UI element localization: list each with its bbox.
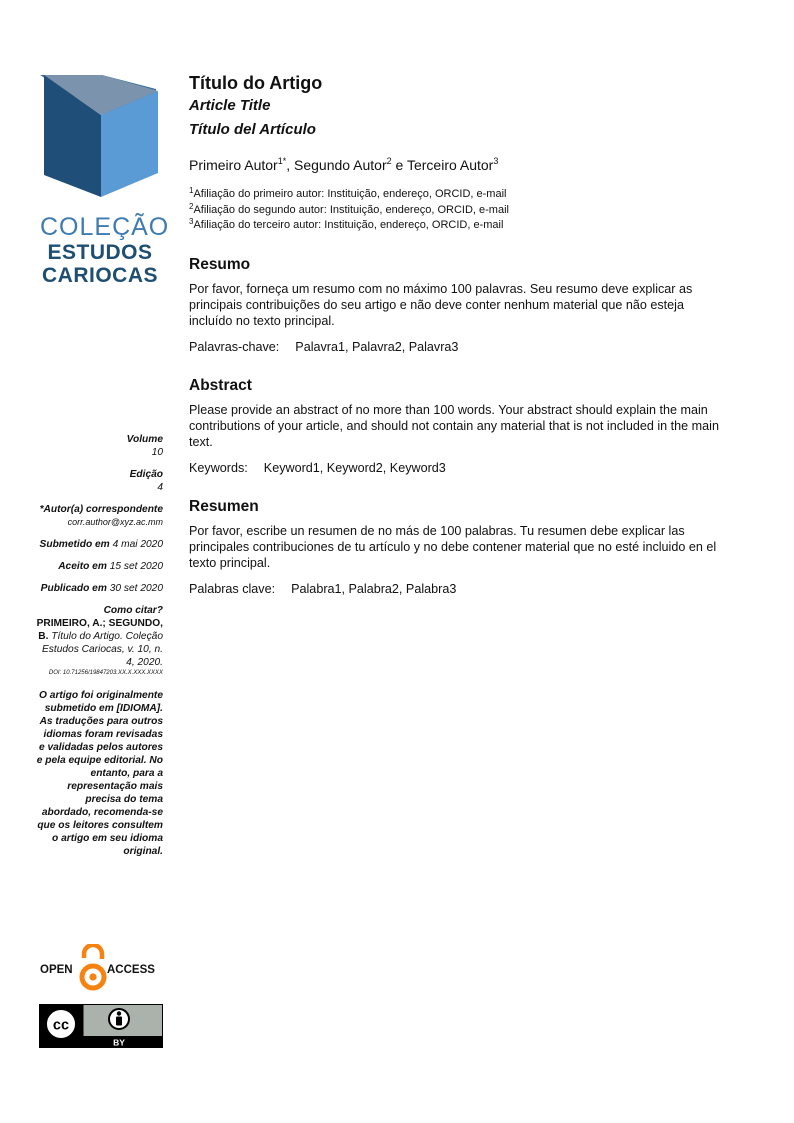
cc-by-license-badge[interactable] <box>39 1004 163 1048</box>
title-portuguese: Título do Artigo <box>189 73 323 93</box>
accepted-value: 15 set 2020 <box>109 561 163 572</box>
volume-info <box>36 433 163 459</box>
resumo-body: Por favor, forneça um resumo com no máximo 100 palavras. Seu resumo deve explicar as principais contribuições do seu artigo e não deve conter nenhum material que não esteja incluído no texto principal. <box>189 281 693 328</box>
title-english: Article Title <box>189 97 271 114</box>
by-text: BY <box>113 1037 125 1048</box>
edition-value: 4 <box>157 482 163 493</box>
keywords-value: Palavra1, Palavra2, Palavra3 <box>295 339 459 354</box>
oa-right-text: ACCESS <box>107 964 155 976</box>
logo-line-2: ESTUDOS <box>47 241 153 264</box>
abstract-heading: Abstract <box>189 376 252 394</box>
logo-line-1: COLEÇÃO <box>40 213 170 241</box>
affiliation-item <box>189 218 729 234</box>
author-name: Segundo Autor <box>294 157 387 173</box>
volume-value: 10 <box>151 447 163 458</box>
resumen-body: Por favor, escribe un resumen de no más de 100 palabras. Tu resumen debe explicar las principales contribuciones de tu artículo y no debe contener material que no esté incluido en el texto principal. <box>189 523 717 570</box>
resumen-heading: Resumen <box>189 497 259 515</box>
affiliation-text: Afiliação do primeiro autor: Instituição, endereço, ORCID, e-mail <box>193 188 507 200</box>
keywords-value: Palabra1, Palabra2, Palabra3 <box>291 581 457 596</box>
open-access-badge <box>40 944 164 992</box>
author-affiliation-marker: 1* <box>277 156 287 166</box>
translation-note: O artigo foi originalmente submetido em [IDIOMA]. As traduções para outros idiomas foram revisadas e validadas pelos autores e pela equipe editorial. No entanto, para a representação mais precisa do tema abordado, recomenda-se que os leitores consultem o artigo em seu idioma original. <box>36 690 163 857</box>
corresponding-author-label: *Autor(a) correspondente <box>39 504 163 515</box>
edition-label: Edição <box>129 469 163 480</box>
citation-text: Título do Artigo. Coleção Estudos Cariocas, v. 10, n. 4, 2020. <box>42 631 163 668</box>
article-front-matter <box>189 72 729 597</box>
affiliation-item <box>189 203 729 219</box>
submitted-info <box>36 538 163 551</box>
corresponding-author-email[interactable]: corr.author@xyz.ac.mm <box>67 517 163 527</box>
abstract-body: Please provide an abstract of no more than 100 words. Your abstract should explain the main contributions of your article, and should not contain any material that is not included in the main text. <box>189 402 719 449</box>
author-name: Primeiro Autor <box>189 157 278 173</box>
published-value: 30 set 2020 <box>109 583 163 594</box>
citation-authors: PRIMEIRO, A.; SEGUNDO, B. <box>36 618 163 642</box>
oa-left-text: OPEN <box>40 964 73 976</box>
resumo-section <box>189 255 729 355</box>
resumen-section <box>189 497 729 597</box>
keywords-label: Keywords: <box>189 460 248 475</box>
accepted-label: Aceito em <box>58 561 107 572</box>
abstract-keywords <box>189 460 729 476</box>
open-access-icon <box>40 944 164 992</box>
submitted-value: 4 mai 2020 <box>112 539 163 550</box>
submitted-label: Submetido em <box>39 539 110 550</box>
author-name: Terceiro Autor <box>406 157 494 173</box>
journal-logo <box>40 75 170 287</box>
accepted-info <box>36 560 163 573</box>
affiliation-number: 2 <box>189 201 194 211</box>
affiliation-list <box>189 187 729 234</box>
article-info-sidebar <box>36 433 163 858</box>
citation-label: Como citar? <box>103 605 163 616</box>
published-info <box>36 582 163 595</box>
published-label: Publicado em <box>40 583 107 594</box>
keywords-label: Palabras clave: <box>189 581 276 596</box>
author-affiliation-marker: 2 <box>386 156 392 166</box>
affiliation-text: Afiliação do terceiro autor: Instituição, endereço, ORCID, e-mail <box>193 219 504 231</box>
corresponding-author-info <box>36 503 163 529</box>
resumen-keywords <box>189 581 729 597</box>
affiliation-item <box>189 187 729 203</box>
title-spanish: Título del Artículo <box>189 121 316 138</box>
doi-link[interactable]: DOI: 10.71256/19847203.XX.X.XXX.XXXX <box>48 670 163 676</box>
cc-by-icon <box>39 1004 163 1048</box>
keywords-value: Keyword1, Keyword2, Keyword3 <box>263 460 446 475</box>
cube-logo-icon <box>40 75 160 205</box>
author-list: Primeiro Autor$^{1*}$, Segundo Autor$^2$ e Terceiro Autor$^3$ <box>189 156 499 173</box>
affiliation-text: Afiliação do segundo autor: Instituição, endereço, ORCID, e-mail <box>193 203 509 216</box>
edition-info <box>36 468 163 494</box>
author-affiliation-marker: 3 <box>493 156 499 166</box>
affiliation-number: 3 <box>189 217 194 226</box>
citation-info <box>36 604 163 677</box>
resumo-keywords <box>189 339 729 355</box>
logo-line-3: CARIOCAS <box>41 264 158 287</box>
keywords-label: Palavras-chave: <box>189 339 280 354</box>
abstract-section <box>189 376 729 476</box>
resumo-heading: Resumo <box>189 255 251 273</box>
affiliation-number: 1 <box>189 186 194 195</box>
cc-text: cc <box>52 1017 70 1034</box>
volume-label: Volume <box>126 434 163 445</box>
